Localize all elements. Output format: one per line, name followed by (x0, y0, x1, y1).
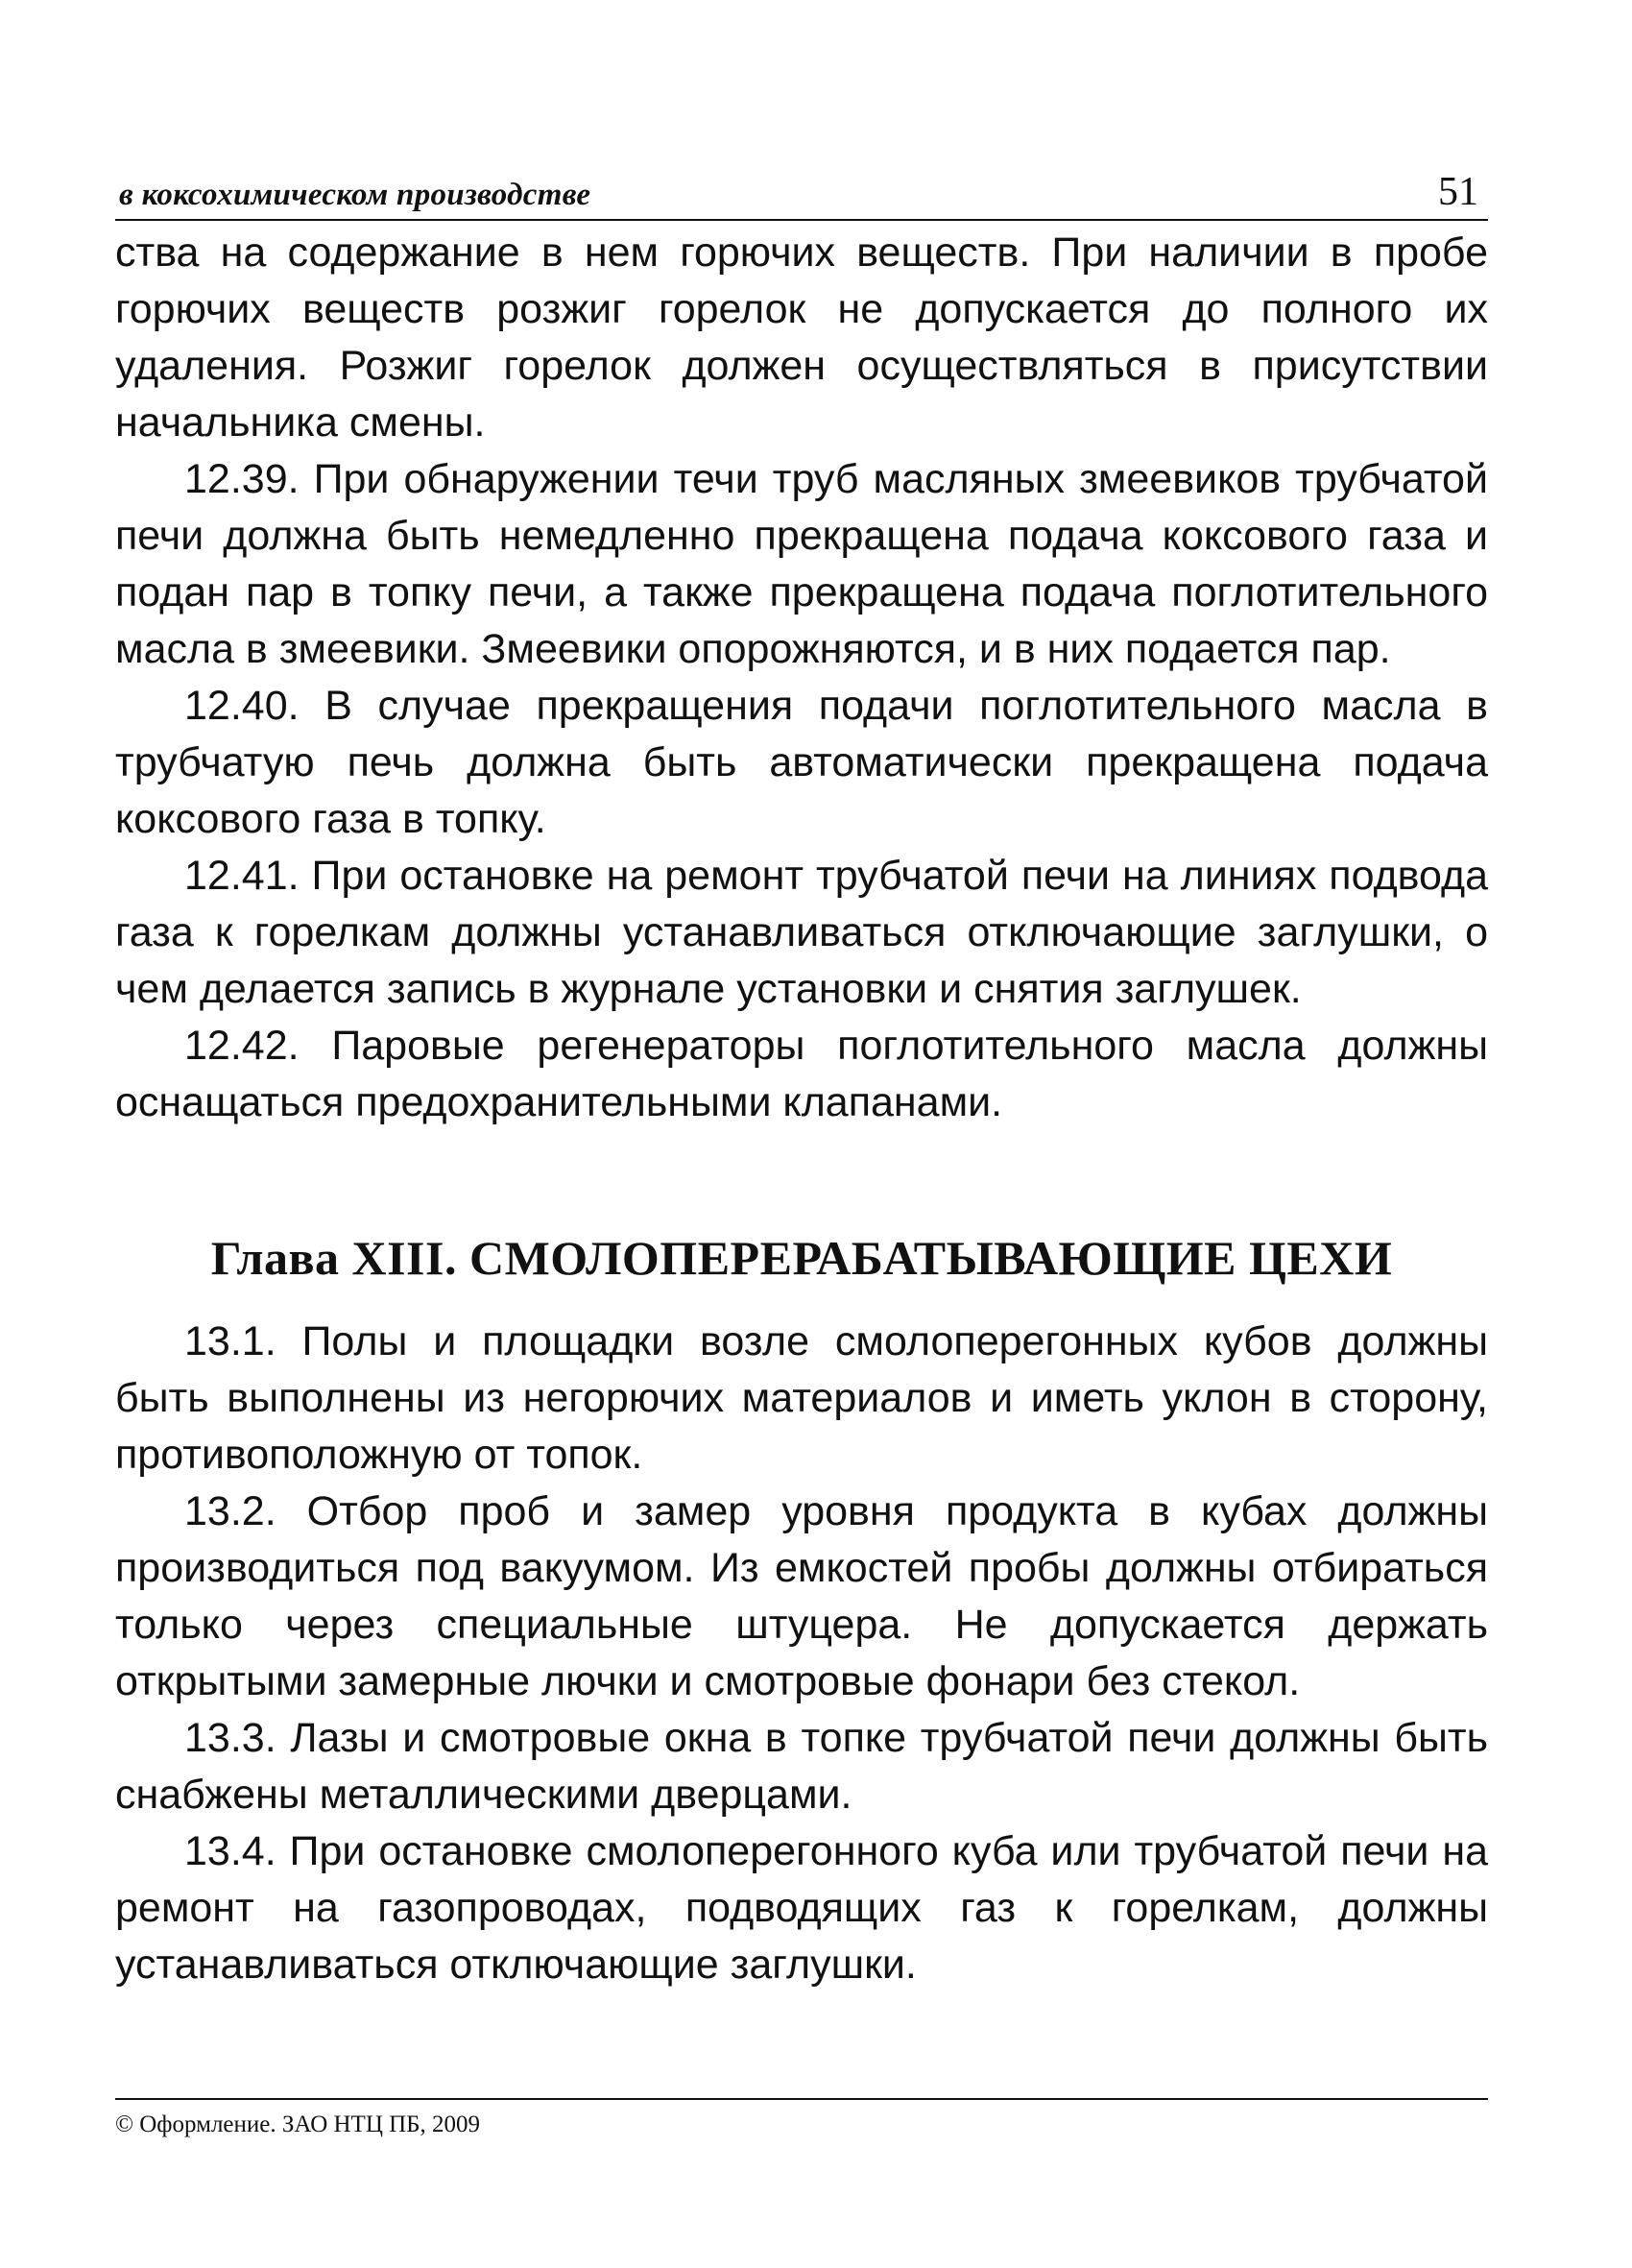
paragraph-12-41: 12.41. При остановке на ремонт трубчатой печи на линиях подвода газа к горелкам должны устанавливаться отключающие заглушки, о чем делается запись в журнале установки и снятия заглушек. (115, 853, 1488, 1012)
body-text (115, 225, 1488, 1993)
paragraph-13-4: 13.4. При остановке смолоперегонного куба или трубчатой печи на ремонт на газопроводах, подводящих газ к горелкам, должны устанавливаться отключающие заглушки. (115, 1828, 1488, 1988)
paragraph-12-42: 12.42. Паровые регенераторы поглотительного масла должны оснащаться предохранительными клапанами. (115, 1023, 1488, 1125)
footer (115, 2098, 1488, 2138)
running-header (115, 163, 1488, 221)
paragraph-13-2: 13.2. Отбор проб и замер уровня продукта в кубах должны производиться под вакуумом. Из емкостей пробы должны отбираться только через специальные штуцера. Не допускается держать открытыми замерные лючки и смотровые фонари без стекол. (115, 1488, 1488, 1704)
document-page (115, 163, 1488, 1993)
page-number: 51 (1438, 170, 1478, 214)
paragraph-continuation: ства на содержание в нем горючих веществ. При наличии в пробе горючих веществ розжиг горелок не допускается до полного их удаления. Розжиг горелок должен осуществляться в присутствии начальника смены. (115, 229, 1488, 446)
paragraph-12-40: 12.40. В случае прекращения подачи поглотительного масла в трубчатую печь должна быть автоматически прекращена подача коксового газа в топку. (115, 683, 1488, 842)
running-title: в коксохимическом производстве (119, 178, 591, 212)
paragraph-13-3: 13.3. Лазы и смотровые окна в топке трубчатой печи должны быть снабжены металлическими дверцами. (115, 1715, 1488, 1818)
copyright-notice: © Оформление. ЗАО НТЦ ПБ, 2009 (115, 2111, 481, 2137)
paragraph-12-39: 12.39. При обнаружении течи труб масляных змеевиков трубчатой печи должна быть немедленно прекращена подача коксового газа и подан пар в топку печи, а также прекращена подача поглотительного масла в змеевики. Змеевики опорожняются, и в них подается пар. (115, 456, 1488, 672)
paragraph-13-1: 13.1. Полы и площадки возле смолоперегонных кубов должны быть выполнены из негорючих материалов и иметь уклон в сторону, противоположную от топок. (115, 1318, 1488, 1478)
chapter-title: Глава XIII. СМОЛОПЕРЕРАБАТЫВАЮЩИЕ ЦЕХИ (210, 1231, 1393, 1285)
